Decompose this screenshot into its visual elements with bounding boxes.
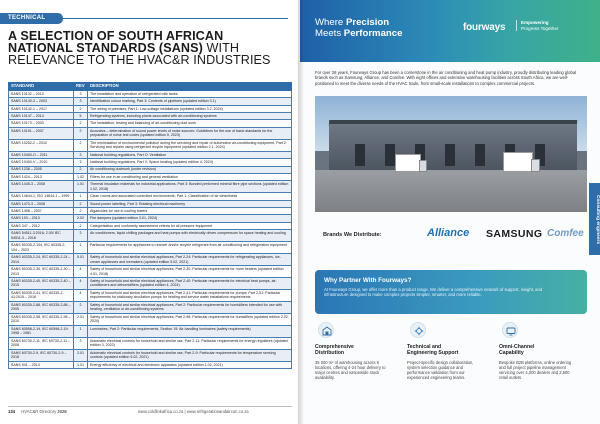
table-row <box>9 200 292 207</box>
cell-rev: 3 <box>74 151 88 158</box>
cell-description: National building regulations, Part V: Space heating (updated edition 4, 2024) <box>88 159 292 166</box>
cell-standard: SANS 60335-2-30, IEC 60335-2-30 – 2013 <box>9 266 74 278</box>
cell-description: Automatic electrical controls for household and similar use, Part 2-11: Particular requirements for energy regulators (updated edition 3, 2022) <box>88 337 292 349</box>
feature-title-line: Distribution <box>315 350 345 357</box>
table-row <box>9 173 292 180</box>
cell-description: Particular requirements for appliances to recover and/or recycle refrigerant from air-conditioning and refrigeration equipment <box>88 242 292 254</box>
cell-description: Clean rooms and associated controlled environments, Part 1: Classification of air cleanliness <box>88 193 292 200</box>
brands-label: Brands We Distribute: <box>323 232 382 238</box>
feature-desc-support: Project-specific design collaboration, system selection guidance and performance validation from our experienced engineering teams. <box>407 360 474 381</box>
engineering-icon <box>410 322 426 338</box>
hero-banner <box>300 0 600 62</box>
title-bold-2: NATIONAL STANDARDS (SANS) <box>8 41 203 55</box>
page-spine-shadow <box>298 0 304 424</box>
title-line-3: RELEVANCE TO THE HVAC&R INDUSTRIES <box>8 53 271 67</box>
cell-description: The wiring of premises, Part 1: Low-voltage installations (updated edition 3.2, 2024) <box>88 105 292 112</box>
cell-standard: SANS 60598-2-19, IEC 60598-2-19: 1998 – 1981 <box>9 325 74 337</box>
cell-description: The minimisation of environmental pollution during the servicing and repair of automotive air-conditioning equipment, Part 2: Servicing and repairs using refrigerant recycle equipment (updated edition 2.1, 2024) <box>88 139 292 151</box>
cell-standard: SANS 10173 – 2003 <box>9 120 74 127</box>
why-partner-box <box>315 270 587 314</box>
headline-bold-1: Precision <box>345 17 390 28</box>
cell-standard: SANS 1498 – 2007 <box>9 208 74 215</box>
cell-standard: SANS 60335-2-41, IEC 60335-2-41:2015 – 2016 <box>9 289 74 301</box>
col-header-standard: STANDARD <box>9 83 74 91</box>
page-footer <box>8 409 249 414</box>
cell-rev: 2.02 <box>74 215 88 222</box>
publication-name: HVAC&R Directory <box>21 409 57 414</box>
table-body <box>9 90 292 368</box>
cell-standard: SANS 60730-2-9, IEC 60730-2-9 – 2018 <box>9 349 74 361</box>
table-row <box>9 337 292 349</box>
feature-title-line: Omni-Channel <box>499 344 535 350</box>
truck-trailer <box>395 154 421 172</box>
cell-description: Safety of household and similar electrical appliances, Part 2-24: Particular requirements for refrigerating appliances, ice-cream appliances and icemakers (updated edition 5.02, 2021) <box>88 254 292 266</box>
section-rule <box>63 18 288 19</box>
table-row <box>9 301 292 313</box>
cell-description: Air conditioners, liquid chilling packages and heat pumps with electrically driven compressors for space heating and cooling <box>88 230 292 242</box>
page-number: 134 <box>8 409 15 414</box>
right-page <box>300 0 600 424</box>
loading-door <box>475 144 485 166</box>
brand-logo-samsung: SAMSUNG <box>486 228 543 240</box>
cell-standard: SANS 60730-2-11, IEC 60730-2-11 – 2008 <box>9 337 74 349</box>
cell-standard: SANS 60335-2-24, IEC 60335-2-24 – 2014 <box>9 254 74 266</box>
cell-description: Safety of household and similar electrical appliances, Part 2-98: Particular requirements for humidifiers (updated edition 2.02, 2020) <box>88 313 292 325</box>
cell-rev: 3 <box>74 337 88 349</box>
cell-standard: SANS 1424 – 2013 <box>9 173 74 180</box>
cell-standard: SANS 10400-V – 2010 <box>9 159 74 166</box>
headline-bold-2: Performance <box>343 28 403 39</box>
headline-pre-2: Meets <box>315 28 344 39</box>
cell-standard: SANS 54511-3:2016; 2.00/ IEC 54511-3 – 2016 <box>9 230 74 242</box>
cell-standard: SANS 10400-O – 2011 <box>9 151 74 158</box>
logo-tag-line-2: Progress Together <box>521 25 559 31</box>
table-row <box>9 289 292 301</box>
headline-pre-1: Where <box>315 17 346 28</box>
cell-standard: SANS 10147 – 2014 <box>9 113 74 120</box>
cell-description: Safety of household and similar electrical appliances, Part 2: Particular requirements for humidifiers intended for use with heating, ventilation or air-conditioning systems <box>88 301 292 313</box>
intro-paragraph: For over 26 years, Fourways Group has been a cornerstone in the air conditioning and heat pump industry, proudly distributing leading global brands such as Samsung, Alliance, and Comfee. With eight offices and extensive warehousing facilities across South Africa, we are well-positioned to meet the diverse needs of the HVAC trade, from small-scale installations to complex commercial projects. <box>315 70 577 86</box>
table-row <box>9 313 292 325</box>
cell-description: Acoustics – determination of sound power levels of noise sources: Guidelines for the use of basic standards for the preparation of noise test codes (updated edition 5, 2023) <box>88 127 292 139</box>
table-row <box>9 254 292 266</box>
col-header-description: DESCRIPTION <box>88 83 292 91</box>
cell-standard: SANS 10132 – 2013 <box>9 90 74 97</box>
footer-rule <box>8 406 292 407</box>
table-row <box>9 193 292 200</box>
cell-rev: 4 <box>74 266 88 278</box>
cell-standard: SANS 14644-1, ISO 14644-1 – 1999 <box>9 193 74 200</box>
footer-urls: www.coldlinkafrica.co.za | www.refrigerationandaircon.co.za <box>137 409 249 414</box>
cell-description: Air conditioning ductwork (under revision) <box>88 166 292 173</box>
hero-headline <box>315 17 402 39</box>
table-row <box>9 208 292 215</box>
loading-door <box>355 144 365 166</box>
table-row <box>9 242 292 254</box>
cell-rev: 2 <box>74 301 88 313</box>
cell-rev: 2 <box>74 208 88 215</box>
truck-trailer <box>503 152 533 172</box>
cell-standard: SANS 60335-2-40, IEC 60335-2-40 – 2015 <box>9 278 74 290</box>
cell-standard: SANS 1238 – 2005 <box>9 166 74 173</box>
cell-description: Safety of household and similar electrical appliances, Part 2-30: Particular requirements for room heaters (updated edition 4.01, 2018) <box>88 266 292 278</box>
cell-description: Filters for use in air conditioning and general ventilation <box>88 173 292 180</box>
cell-description: Algaecides for use in cooling towers <box>88 208 292 215</box>
cell-rev: 4 <box>74 289 88 301</box>
omnichannel-icon <box>502 322 518 338</box>
cell-description: Automatic electrical controls for household and similar use, Part 2-9: Particular requirements for temperature sensing controls (updated edition 5.02, 2021) <box>88 349 292 361</box>
table-row <box>9 166 292 173</box>
title-line-1: A SELECTION OF SOUTH AFRICAN <box>8 29 224 43</box>
loading-door <box>385 144 395 166</box>
cell-standard: SANS 1445-3 – 2008 <box>9 181 74 193</box>
cell-standard: SANS 10142-1 – 2017 <box>9 105 74 112</box>
cell-standard: SANS 10252-2 – 2010 <box>9 139 74 151</box>
table-row <box>9 266 292 278</box>
cell-standard: SANS 1470-3 – 2008 <box>9 200 74 207</box>
cell-rev: 3 <box>74 98 88 105</box>
brand-logo-comfee: Comfee <box>547 228 584 239</box>
table-row <box>9 151 292 158</box>
cell-rev: 1 <box>74 242 88 254</box>
why-heading: Why Partner With Fourways? <box>324 277 412 284</box>
cell-standard: SANS 60335-2-98, IEC 60335-2-98 – 2010 <box>9 313 74 325</box>
cell-description: Fire dampers (updated edition 3.01, 2024) <box>88 215 292 222</box>
cell-rev: 2.01 <box>74 349 88 361</box>
logo-tag-line-1: Empowering <box>521 20 549 25</box>
cell-rev: 2 <box>74 127 88 139</box>
cell-rev: 2 <box>74 105 88 112</box>
cell-standard: SANS 941 – 2014 <box>9 361 74 368</box>
table-row <box>9 278 292 290</box>
cell-description: Refrigerating systems, including plants associated with air-conditioning systems <box>88 113 292 120</box>
feature-desc-distribution: 35 000 m² of warehousing across 8 locations, offering 4-24 hour delivery to major centres and nationwide stock availability. <box>315 360 386 381</box>
cell-standard: SANS 347 – 2012 <box>9 222 74 229</box>
cell-description: Safety of household and similar electrical appliances, Part 2-41: Particular requirements for pumps; Part 2-51: Particular requirements for stationary circulation pumps for heating and service water installations requirements <box>88 289 292 301</box>
cell-rev: 3 <box>74 230 88 242</box>
fourways-logo: fourways <box>463 22 506 33</box>
sans-standards-table <box>8 82 292 369</box>
cell-rev: 2 <box>74 166 88 173</box>
cell-rev: 3 <box>74 90 88 97</box>
table-row <box>9 230 292 242</box>
cell-description: Safety of household and similar electrical appliances, Part 2-40: Particular requirements for electrical heat pumps, air-conditioners and dehumidifiers (updated edition 4, 2024) <box>88 278 292 290</box>
photo-ground <box>315 170 587 212</box>
cell-rev: 5 <box>74 113 88 120</box>
cell-description: The installation, testing and balancing of air-conditioning duct work <box>88 120 292 127</box>
table-row <box>9 181 292 193</box>
cell-standard: SANS 10140-3 – 2003 <box>9 98 74 105</box>
cell-rev: 1.01 <box>74 361 88 368</box>
table-row <box>9 98 292 105</box>
table-row <box>9 139 292 151</box>
brand-logo-alliance: Alliance <box>427 227 470 239</box>
cell-standard: SANS 60335-2-104, IEC 60335-2-104 – 2023 <box>9 242 74 254</box>
table-row <box>9 127 292 139</box>
loading-door <box>445 144 455 166</box>
feature-title-distribution <box>315 344 395 357</box>
col-header-rev: REV <box>74 83 88 91</box>
table-row <box>9 215 292 222</box>
cell-rev: 1 <box>74 325 88 337</box>
feature-title-line: Engineering Support <box>407 350 459 357</box>
feature-title-line: Capability <box>499 350 524 357</box>
cell-description: National building regulations, Part O: Ventilation <box>88 151 292 158</box>
table-row <box>9 90 292 97</box>
cell-description: Luminaires, Part 2: Particular requirements, Section 19: Air-handling luminaires (safety requirements) <box>88 325 292 337</box>
table-row <box>9 113 292 120</box>
publication-year: 2026 <box>57 409 67 414</box>
cell-description: Categorisation and conformity assessment criteria for all pressure equipment <box>88 222 292 229</box>
cell-rev: 4 <box>74 278 88 290</box>
warehouse-icon <box>318 322 334 338</box>
table-row <box>9 222 292 229</box>
feature-desc-omnichannel: Bespoke B2B platforms, online ordering and full project pipeline management servicing over 4,000 dealers and 2,500 retail outlets. <box>499 360 572 381</box>
cell-description: Energy efficiency of electrical and electronic apparatus (updated edition 1.02, 2021) <box>88 361 292 368</box>
table-row <box>9 349 292 361</box>
side-tab-label: Consulting engineers <box>595 195 600 245</box>
table-row <box>9 105 292 112</box>
cell-description: The installation and operation of refrigerated milk tanks <box>88 90 292 97</box>
table-row <box>9 120 292 127</box>
table-row <box>9 325 292 337</box>
why-text: At Fourways Group, we offer more than a product range. We deliver a comprehensive network of support, insight, and infrastructure designed to make complex projects simpler, smarter, and more reliable. <box>324 287 543 298</box>
logo-tagline <box>516 20 558 31</box>
cell-rev: 1.01 <box>74 181 88 193</box>
feature-title-omnichannel <box>499 344 579 357</box>
feature-title-line: Comprehensive <box>315 344 354 350</box>
cell-description: Sound power labelling, Part 3: Rotating electrical machinery <box>88 200 292 207</box>
table-header-row <box>9 83 292 91</box>
cell-standard: SANS 60335-2-88, IEC 60335-2-88 – 2005 <box>9 301 74 313</box>
table-row <box>9 159 292 166</box>
feature-title-support <box>407 344 487 357</box>
truck-cab <box>531 159 540 172</box>
truck-cab <box>419 160 427 172</box>
cell-rev: 2.01 <box>74 313 88 325</box>
cell-rev: 2 <box>74 222 88 229</box>
cell-standard: SANS 193 – 2013 <box>9 215 74 222</box>
article-title <box>8 30 293 66</box>
warehouse-photo <box>315 96 587 212</box>
cell-rev: 1 <box>74 193 88 200</box>
cell-rev: 2 <box>74 139 88 151</box>
cell-rev: 1.02 <box>74 173 88 180</box>
cell-standard: SANS 10191 – 2007 <box>9 127 74 139</box>
cell-rev: 2 <box>74 120 88 127</box>
cell-description: Thermal insulation materials for industrial applications, Part 3: Bonded preformed mineral fibre pipe sections (updated edition 1.02, 2018) <box>88 181 292 193</box>
title-light-inline: WITH <box>206 41 240 55</box>
cell-rev: 2 <box>74 200 88 207</box>
table-row <box>9 361 292 368</box>
feature-title-line: Technical and <box>407 344 442 350</box>
section-tag: TECHNICAL <box>0 13 63 24</box>
cell-description: Identification colour marking, Part 3: Contents of pipelines (updated edition 3.1) <box>88 98 292 105</box>
cell-rev: 3 <box>74 159 88 166</box>
cell-rev: 5.01 <box>74 254 88 266</box>
